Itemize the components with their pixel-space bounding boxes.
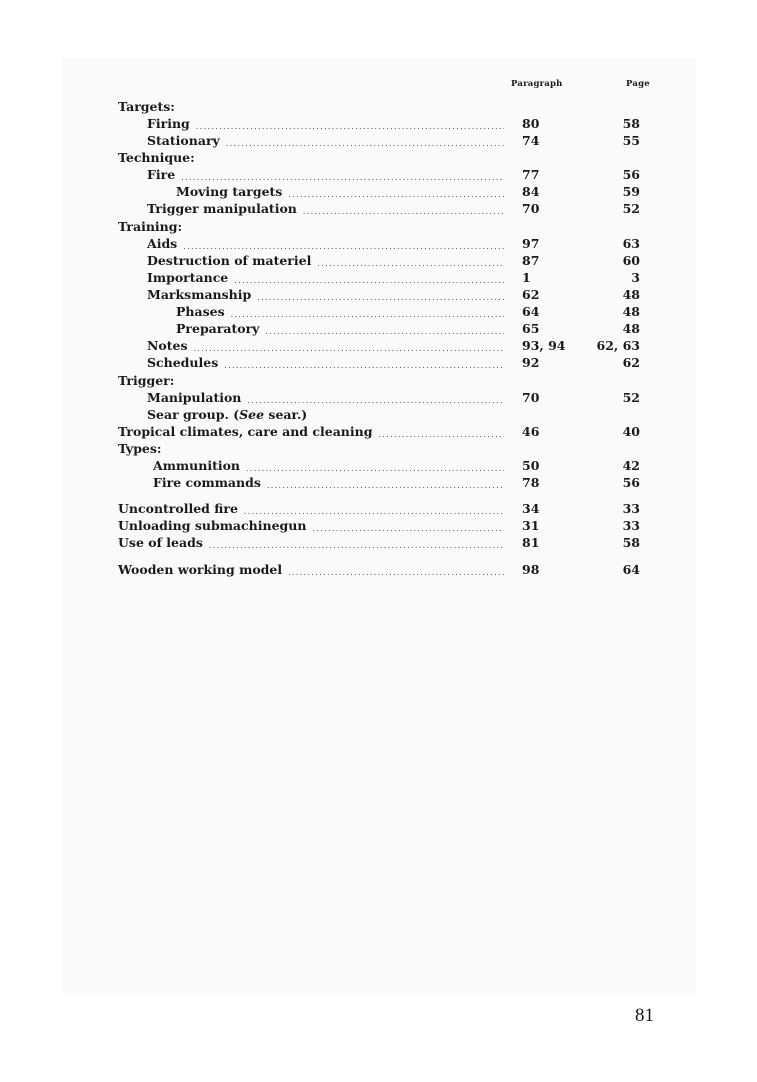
index-entry xyxy=(0,303,757,320)
page-reference: 3 xyxy=(631,270,640,285)
paragraph-number: 62 xyxy=(522,287,540,302)
leader-dots xyxy=(247,389,504,406)
page-reference: 33 xyxy=(622,501,640,516)
paragraph-number: 81 xyxy=(522,535,540,550)
leader-dots xyxy=(288,183,504,200)
page-reference: 48 xyxy=(622,304,640,319)
page-reference: 48 xyxy=(622,321,640,336)
leader-dots xyxy=(378,423,504,440)
index-entry xyxy=(0,423,757,440)
page-reference: 56 xyxy=(622,167,640,182)
index-entry-label: Technique: xyxy=(118,150,195,165)
leader-dots xyxy=(183,235,504,252)
index-entry-label: Stationary xyxy=(147,133,220,148)
index-entry xyxy=(0,269,757,286)
leader-dots xyxy=(257,286,504,303)
index-entry xyxy=(0,517,757,534)
paragraph-number: 1 xyxy=(522,270,531,285)
paragraph-number: 65 xyxy=(522,321,540,336)
paragraph-number: 34 xyxy=(522,501,540,516)
index-entry xyxy=(0,474,757,491)
index-entry xyxy=(0,218,757,235)
paragraph-number: 70 xyxy=(522,201,540,216)
index-entry xyxy=(0,440,757,457)
leader-dots xyxy=(246,457,504,474)
index-entry-label: Schedules xyxy=(147,355,219,370)
index-entry-label: Importance xyxy=(147,270,229,285)
index-entry xyxy=(0,500,757,517)
page-reference: 56 xyxy=(622,475,640,490)
paragraph-number: 80 xyxy=(522,116,540,131)
index-entry xyxy=(0,166,757,183)
column-header-page: Page xyxy=(626,79,650,89)
index-entry xyxy=(0,457,757,474)
leader-dots xyxy=(288,561,504,578)
index-entry xyxy=(0,337,757,354)
index-entry-label: Fire commands xyxy=(153,475,261,490)
index-entry xyxy=(0,235,757,252)
index-entry-label: Unloading submachinegun xyxy=(118,518,307,533)
index-entry-label: Moving targets xyxy=(176,184,283,199)
leader-dots xyxy=(312,517,504,534)
page-reference: 55 xyxy=(622,133,640,148)
paragraph-number: 70 xyxy=(522,390,540,405)
index-entry-label: Training: xyxy=(118,219,183,234)
index-entry-label: Notes xyxy=(147,338,188,353)
index-entry-label: Tropical climates, care and cleaning xyxy=(118,424,373,439)
index-entry xyxy=(0,149,757,166)
leader-dots xyxy=(244,500,504,517)
index-entry-label: Phases xyxy=(176,304,225,319)
index-entry-label: Sear group. (See sear.) xyxy=(147,407,308,422)
leader-dots xyxy=(303,200,504,217)
index-entry-label: Fire xyxy=(147,167,176,182)
page-reference: 58 xyxy=(622,535,640,550)
index-entry xyxy=(0,372,757,389)
index-entry-label: Aids xyxy=(147,236,178,251)
leader-dots xyxy=(317,252,504,269)
index-entry-label: Types: xyxy=(118,441,162,456)
leader-dots xyxy=(209,534,504,551)
page-reference: 64 xyxy=(622,562,640,577)
paragraph-number: 97 xyxy=(522,236,540,251)
page-number: 81 xyxy=(635,1005,654,1026)
leader-dots xyxy=(226,132,504,149)
index-entry-label: Firing xyxy=(147,116,190,131)
page-reference: 62 xyxy=(622,355,640,370)
index-entry-label: Targets: xyxy=(118,99,175,114)
index-entry-label: Marksmanship xyxy=(147,287,252,302)
index-entry xyxy=(0,115,757,132)
index-entry xyxy=(0,320,757,337)
leader-dots xyxy=(194,337,504,354)
paragraph-number: 31 xyxy=(522,518,540,533)
index-entry xyxy=(0,286,757,303)
paragraph-number: 64 xyxy=(522,304,540,319)
index-entry-label: Uncontrolled fire xyxy=(118,501,238,516)
index-entry xyxy=(0,98,757,115)
page-reference: 58 xyxy=(622,116,640,131)
paragraph-number: 98 xyxy=(522,562,540,577)
page-reference: 52 xyxy=(622,390,640,405)
leader-dots xyxy=(224,354,504,371)
page-reference: 60 xyxy=(622,253,640,268)
page-reference: 42 xyxy=(622,458,640,473)
leader-dots xyxy=(267,474,504,491)
leader-dots xyxy=(181,166,504,183)
paragraph-number: 84 xyxy=(522,184,540,199)
paragraph-number: 50 xyxy=(522,458,540,473)
index-entry-label: Use of leads xyxy=(118,535,203,550)
index-entry xyxy=(0,406,757,423)
leader-dots xyxy=(265,320,504,337)
paragraph-number: 46 xyxy=(522,424,540,439)
column-header-paragraph: Paragraph xyxy=(511,79,563,89)
index-entry-label: Preparatory xyxy=(176,321,260,336)
index-entry-label: Destruction of materiel xyxy=(147,253,312,268)
paragraph-number: 78 xyxy=(522,475,540,490)
page-reference: 62, 63 xyxy=(596,338,640,353)
index-entry xyxy=(0,561,757,578)
index-entry xyxy=(0,200,757,217)
paragraph-number: 87 xyxy=(522,253,540,268)
paragraph-number: 74 xyxy=(522,133,540,148)
leader-dots xyxy=(234,269,504,286)
page-reference: 48 xyxy=(622,287,640,302)
index-entry-label: Wooden working model xyxy=(118,562,283,577)
index-entry-label: Trigger manipulation xyxy=(147,201,297,216)
page-reference: 33 xyxy=(622,518,640,533)
index-entry xyxy=(0,252,757,269)
page-reference: 52 xyxy=(622,201,640,216)
leader-dots xyxy=(196,115,504,132)
page-reference: 40 xyxy=(622,424,640,439)
paragraph-number: 77 xyxy=(522,167,540,182)
index-entry xyxy=(0,183,757,200)
page-reference: 63 xyxy=(622,236,640,251)
index-entry-label: Trigger: xyxy=(118,373,175,388)
index-entry xyxy=(0,389,757,406)
paragraph-number: 92 xyxy=(522,355,540,370)
index-entry xyxy=(0,354,757,371)
index-entry xyxy=(0,534,757,551)
index-entry-label: Ammunition xyxy=(153,458,241,473)
paragraph-number: 93, 94 xyxy=(522,338,566,353)
index-entry-label: Manipulation xyxy=(147,390,242,405)
leader-dots xyxy=(231,303,504,320)
index-entry xyxy=(0,132,757,149)
page-reference: 59 xyxy=(622,184,640,199)
